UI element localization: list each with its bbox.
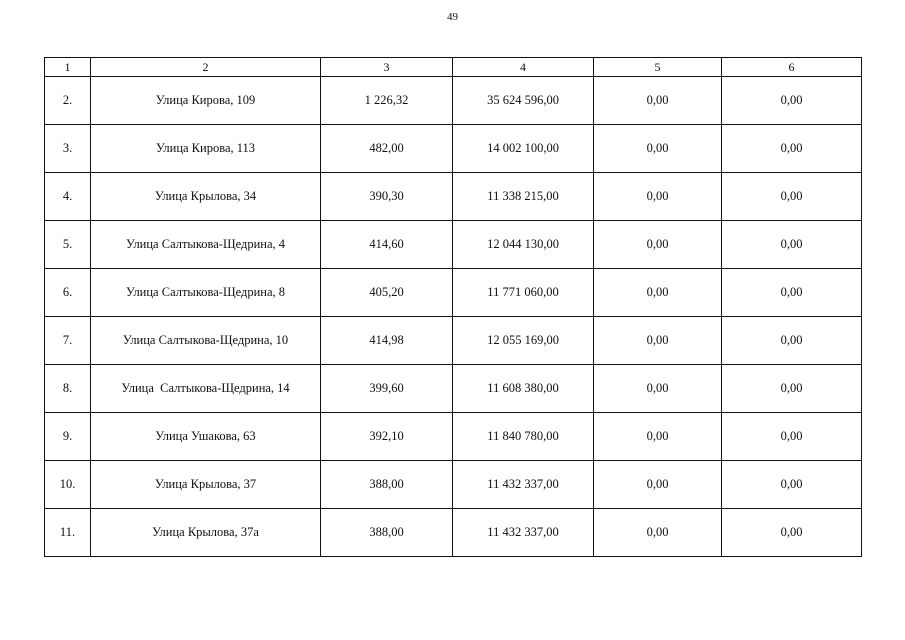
table-row	[45, 365, 862, 413]
row-number: 11.	[45, 509, 91, 557]
header-col-6: 6	[722, 58, 862, 77]
row-col5: 0,00	[594, 317, 722, 365]
row-col5: 0,00	[594, 77, 722, 125]
row-address: Улица Кирова, 109	[91, 77, 321, 125]
table-row	[45, 509, 862, 557]
header-col-4: 4	[453, 58, 594, 77]
row-number: 10.	[45, 461, 91, 509]
row-cost: 11 432 337,00	[453, 461, 594, 509]
row-number: 9.	[45, 413, 91, 461]
row-col5: 0,00	[594, 509, 722, 557]
header-row	[45, 58, 862, 77]
row-area: 399,60	[321, 365, 453, 413]
row-col5: 0,00	[594, 269, 722, 317]
row-address: Улица Крылова, 37а	[91, 509, 321, 557]
table-row	[45, 269, 862, 317]
row-area: 414,98	[321, 317, 453, 365]
row-address: Улица Крылова, 37	[91, 461, 321, 509]
row-col6: 0,00	[722, 269, 862, 317]
table-row	[45, 125, 862, 173]
row-cost: 14 002 100,00	[453, 125, 594, 173]
table-row	[45, 221, 862, 269]
row-address: Улица Салтыкова-Щедрина, 14	[91, 365, 321, 413]
table-row	[45, 173, 862, 221]
row-number: 6.	[45, 269, 91, 317]
row-address: Улица Кирова, 113	[91, 125, 321, 173]
row-col6: 0,00	[722, 461, 862, 509]
row-cost: 11 432 337,00	[453, 509, 594, 557]
row-address: Улица Салтыкова-Щедрина, 8	[91, 269, 321, 317]
data-table	[44, 57, 862, 557]
row-col5: 0,00	[594, 365, 722, 413]
header-col-1: 1	[45, 58, 91, 77]
row-col6: 0,00	[722, 317, 862, 365]
table-row	[45, 77, 862, 125]
row-address: Улица Крылова, 34	[91, 173, 321, 221]
row-col5: 0,00	[594, 221, 722, 269]
row-cost: 12 044 130,00	[453, 221, 594, 269]
header-col-5: 5	[594, 58, 722, 77]
header-col-3: 3	[321, 58, 453, 77]
row-col6: 0,00	[722, 365, 862, 413]
header-col-2: 2	[91, 58, 321, 77]
table-row	[45, 413, 862, 461]
page-number: 49	[447, 11, 458, 23]
row-col5: 0,00	[594, 461, 722, 509]
row-col6: 0,00	[722, 173, 862, 221]
row-area: 414,60	[321, 221, 453, 269]
row-number: 2.	[45, 77, 91, 125]
row-area: 1 226,32	[321, 77, 453, 125]
row-number: 5.	[45, 221, 91, 269]
row-col6: 0,00	[722, 77, 862, 125]
row-col5: 0,00	[594, 173, 722, 221]
row-cost: 11 840 780,00	[453, 413, 594, 461]
row-col5: 0,00	[594, 413, 722, 461]
row-address: Улица Ушакова, 63	[91, 413, 321, 461]
row-address: Улица Салтыкова-Щедрина, 10	[91, 317, 321, 365]
row-col5: 0,00	[594, 125, 722, 173]
row-area: 390,30	[321, 173, 453, 221]
row-cost: 11 338 215,00	[453, 173, 594, 221]
row-cost: 12 055 169,00	[453, 317, 594, 365]
row-area: 482,00	[321, 125, 453, 173]
row-area: 392,10	[321, 413, 453, 461]
row-col6: 0,00	[722, 221, 862, 269]
row-cost: 11 771 060,00	[453, 269, 594, 317]
row-cost: 11 608 380,00	[453, 365, 594, 413]
row-area: 388,00	[321, 461, 453, 509]
table-row	[45, 461, 862, 509]
row-area: 388,00	[321, 509, 453, 557]
row-cost: 35 624 596,00	[453, 77, 594, 125]
row-number: 7.	[45, 317, 91, 365]
row-number: 8.	[45, 365, 91, 413]
row-col6: 0,00	[722, 125, 862, 173]
row-area: 405,20	[321, 269, 453, 317]
row-address: Улица Салтыкова-Щедрина, 4	[91, 221, 321, 269]
row-col6: 0,00	[722, 509, 862, 557]
row-number: 4.	[45, 173, 91, 221]
row-number: 3.	[45, 125, 91, 173]
table-row	[45, 317, 862, 365]
row-col6: 0,00	[722, 413, 862, 461]
